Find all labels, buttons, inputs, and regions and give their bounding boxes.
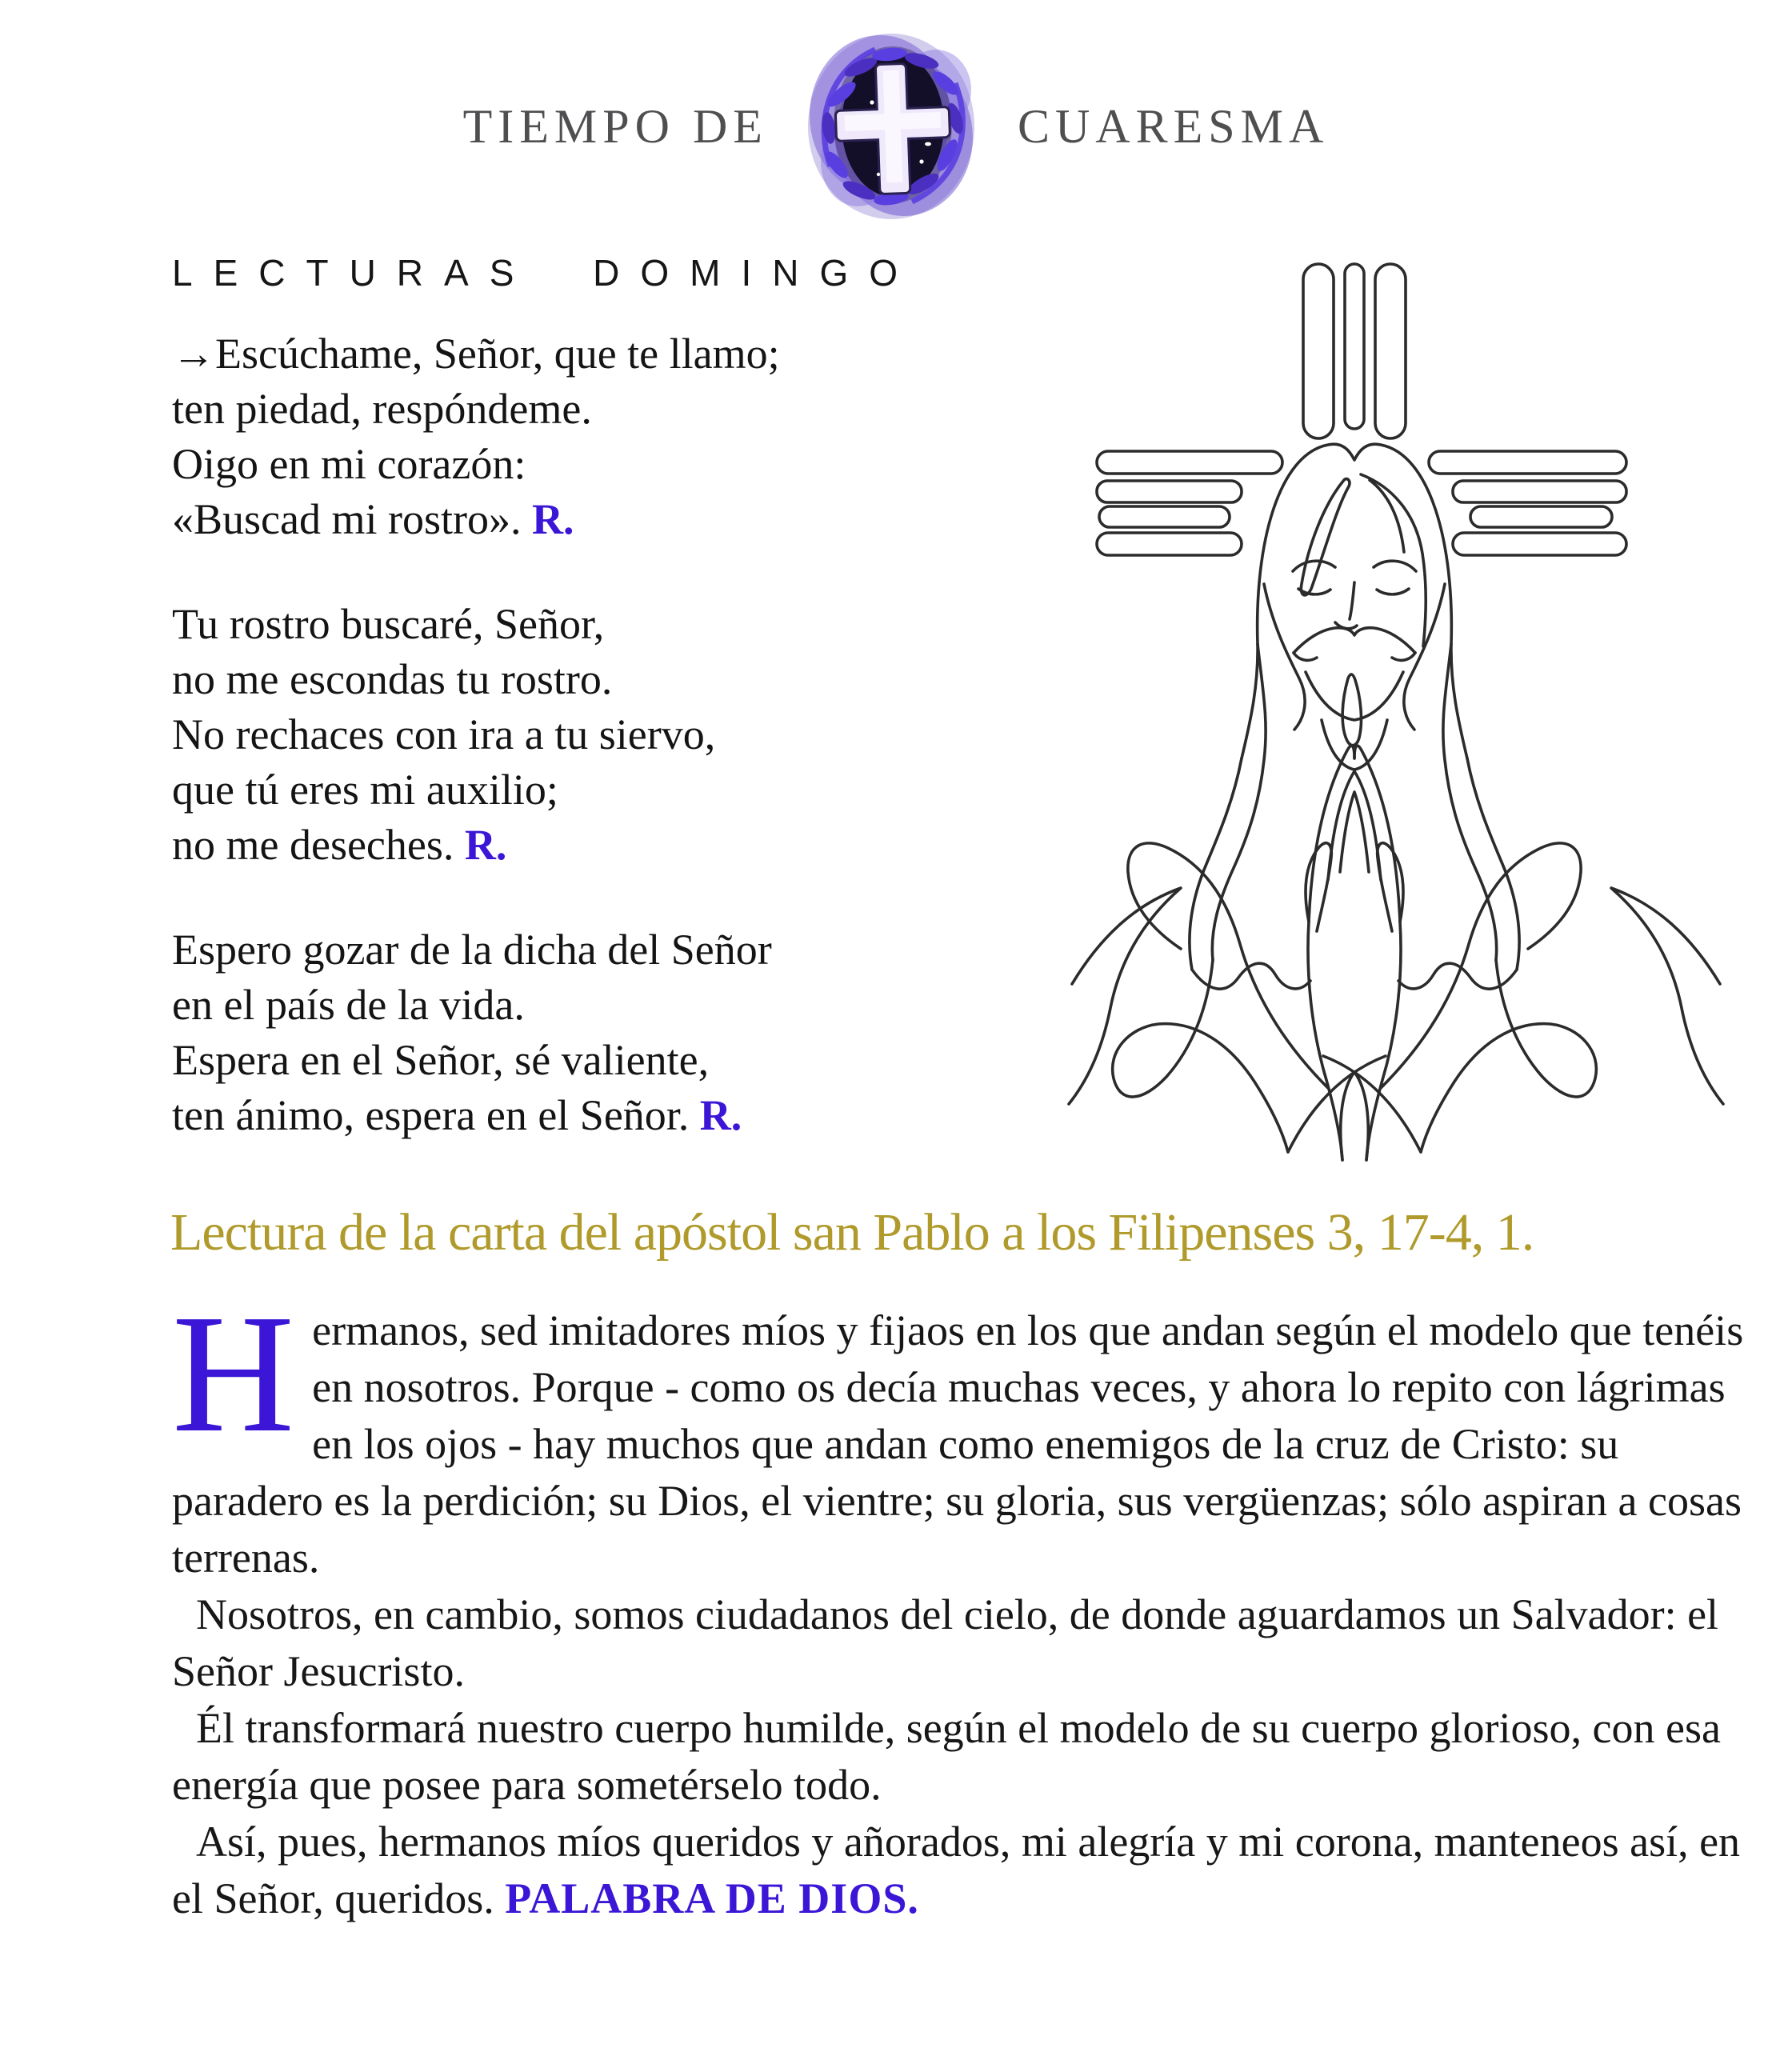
head-outline	[1242, 444, 1467, 758]
section-title: LECTURAS DOMINGO	[172, 252, 919, 294]
psalm-line: Espero gozar de la dicha del Señor	[172, 926, 772, 974]
mustache-tip-left	[1294, 653, 1317, 660]
robe-loop-left	[1113, 960, 1288, 1152]
cross-right-bar	[1429, 451, 1626, 474]
hair-strand	[1443, 644, 1497, 960]
robe-loop-right	[1421, 960, 1596, 1152]
psalm-line: no me escondas tu rostro.	[172, 655, 613, 703]
reading-paragraph-2: Nosotros, en cambio, somos ciudadanos del cielo, de donde aguardamos un Salvador: el Señor Jesucristo.	[172, 1590, 1719, 1695]
right-eyebrow	[1374, 561, 1416, 571]
psalm-line: ten piedad, respóndeme.	[172, 385, 592, 433]
paragraph-text: Así, pues, hermanos míos queridos y añorados, mi alegría y mi corona, manteneos así, en el Señor, queridos.	[172, 1818, 1741, 1922]
psalm-response: R.	[531, 495, 574, 543]
psalm-line: no me deseches.	[172, 821, 454, 869]
hair-strand	[1212, 644, 1266, 960]
hand-left-outline	[1309, 746, 1354, 922]
beard-tuft-loop	[1342, 674, 1361, 746]
cross-right-bar	[1453, 481, 1626, 502]
psalm-stanza-2	[172, 597, 1036, 873]
drop-cap: H	[172, 1279, 295, 1467]
psalm-response: R.	[699, 1091, 742, 1139]
jesus-praying-line-art	[1024, 240, 1792, 1168]
left-eyebrow	[1293, 561, 1335, 571]
reading-paragraph-1	[172, 1279, 1766, 1586]
robe-cross-line	[1323, 1056, 1421, 1152]
psalm-line: No rechaces con ira a tu siervo,	[172, 710, 716, 758]
fingers-inner	[1328, 771, 1381, 880]
right-eye-closed	[1377, 589, 1409, 594]
shoulder-right	[1611, 888, 1723, 1104]
mustache	[1294, 628, 1415, 653]
fingers-inner	[1340, 792, 1369, 872]
psalm-response: R.	[464, 821, 507, 869]
paragraph-text: ermanos, sed imitadores míos y fijaos en los que andan según el modelo que tenéis en nosotros. Porque - como os decía muchas veces, y ahora lo repito con lágrimas en los ojos - hay muchos que andan como enemigos de la cruz de Cristo: su paradero es la perdición; su Dios, el vientre; su gloria, sus vergüenzas; sólo aspiran a cosas terrenas.	[172, 1306, 1744, 1582]
cross-left-bar	[1097, 451, 1282, 474]
hair-strand	[1301, 479, 1350, 595]
lent-cross-wreath-icon	[802, 26, 984, 227]
reading-paragraph-3: Él transformará nuestro cuerpo humilde, según el modelo de su cuerpo glorioso, con esa energía que posee para sometérselo todo.	[172, 1704, 1721, 1809]
cross-left-bar	[1099, 506, 1230, 527]
psalm-stanza-1	[172, 326, 1036, 547]
thumb-right	[1378, 843, 1403, 931]
cross-vertical-bar	[1345, 264, 1364, 429]
nose-line	[1350, 582, 1354, 619]
reading-body	[172, 1279, 1766, 1927]
hair-strand	[1467, 758, 1519, 970]
mustache-tip-right	[1392, 653, 1415, 660]
shoulder-left	[1069, 888, 1181, 1104]
psalm-line: ten ánimo, espera en el Señor.	[172, 1091, 690, 1139]
wrist-left	[1308, 922, 1342, 1160]
psalm-block	[172, 326, 1036, 1193]
reading-paragraph-4	[172, 1814, 1766, 1927]
hair-strand	[1190, 758, 1242, 970]
psalm-line: que tú eres mi auxilio;	[172, 766, 558, 814]
header-left-text: TIEMPO DE	[462, 99, 768, 153]
palm-gap	[1341, 1072, 1369, 1160]
psalm-stanza-3	[172, 922, 1036, 1143]
cross-right-bar	[1470, 506, 1612, 527]
psalm-line: →Escúchame, Señor, que te llamo;	[172, 330, 780, 378]
psalm-line: Espera en el Señor, sé valiente,	[172, 1036, 710, 1084]
robe-cross-line	[1288, 1056, 1386, 1152]
psalm-line: Oigo en mi corazón:	[172, 440, 526, 488]
cross-left-bar	[1097, 481, 1242, 502]
hand-right-outline	[1354, 746, 1400, 922]
psalm-line: en el país de la vida.	[172, 981, 525, 1029]
reading-title: Lectura de la carta del apóstol san Pablo a los Filipenses 3, 17-4, 1.	[170, 1203, 1534, 1262]
wrist-right	[1366, 922, 1401, 1160]
header-right-text: CUARESMA	[1017, 99, 1330, 153]
thumb-left	[1306, 843, 1331, 931]
cross-right-bar	[1453, 533, 1626, 555]
psalm-line: Tu rostro buscaré, Señor,	[172, 600, 605, 648]
header	[0, 26, 1792, 227]
cross-left-bar	[1097, 533, 1242, 555]
cross-vertical-bar	[1303, 264, 1334, 438]
psalm-line: «Buscad mi rostro».	[172, 495, 522, 543]
closing-formula: PALABRA DE DIOS.	[505, 1874, 919, 1922]
cross-vertical-bar	[1375, 264, 1406, 438]
